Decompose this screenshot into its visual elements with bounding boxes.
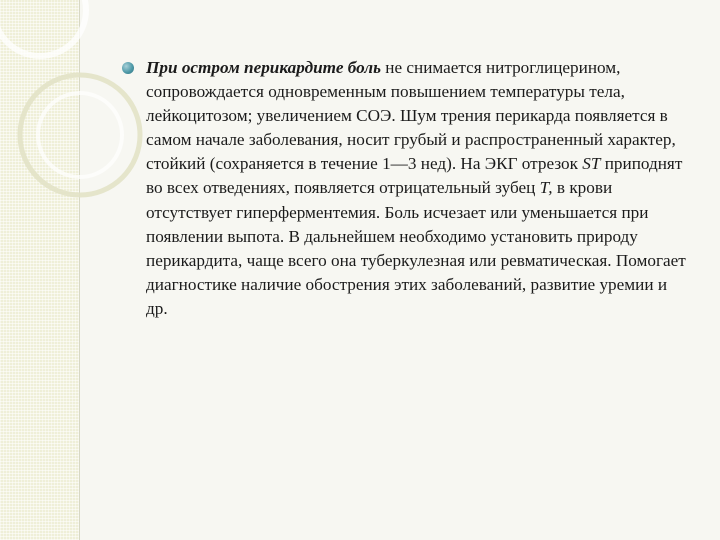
ecg-segment-label: ST <box>582 154 601 174</box>
decorative-circle-top <box>0 0 86 56</box>
paragraph-text-2: приподнят во всех отведениях, появляется отрицательный зубец <box>146 154 683 198</box>
bullet-icon <box>122 62 134 74</box>
decorative-circle-inner <box>38 93 122 177</box>
paragraph-text-1: не снимается нитроглицерином, сопровождается одновременным повышением температуры тела, лейкоцитозом; увеличением СОЭ. Шум трения перикарда появляется в самом начале заболевания, носит грубый и распространенный характер, стойкий (сохраняется в течение 1—3 нед). На ЭКГ отрезок <box>146 58 676 174</box>
wave-label: Т, <box>539 178 553 198</box>
body-paragraph <box>146 56 692 321</box>
paragraph-text-3: в крови отсутствует гиперферментемия. Боль исчезает или уменьшается при появлении выпота. В дальнейшем необходимо установить природу перикардита, чаще всего она туберкулезная или ревматическая. Помогает диагностике наличие обострения этих заболеваний, развитие уремии и др. <box>146 178 686 318</box>
paragraph-lead: При остром перикардите боль <box>146 58 381 77</box>
text-block <box>122 56 692 321</box>
